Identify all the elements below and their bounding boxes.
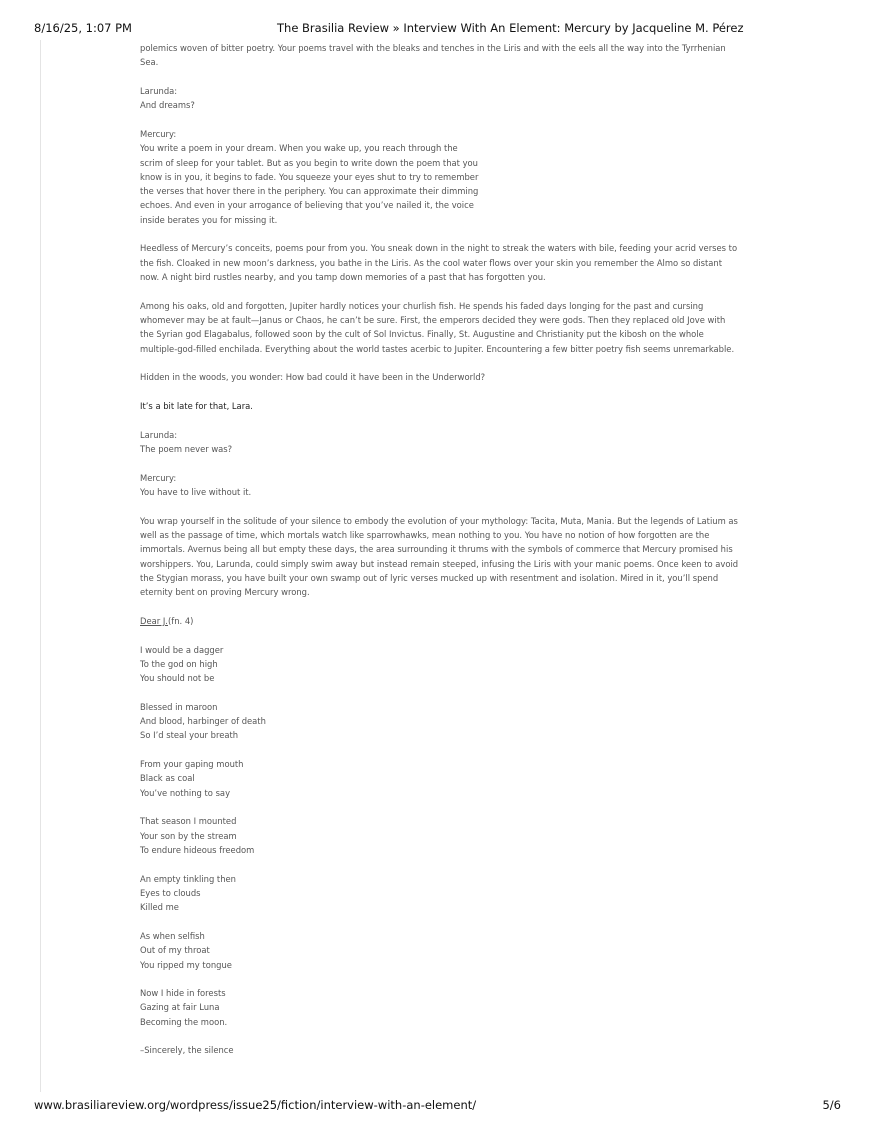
question-dreams	[140, 84, 740, 113]
footnote-ref: (fn. 4)	[167, 615, 194, 626]
poem-stanza	[140, 814, 740, 857]
poem-stanza	[140, 757, 740, 800]
dear-j-link[interactable]: Dear J.	[140, 615, 168, 626]
question-text: The poem never was?	[140, 443, 233, 454]
poem-line: That season I mounted	[140, 816, 237, 827]
question-text: And dreams?	[140, 100, 195, 111]
poem-line: Out of my throat	[140, 945, 210, 956]
poem-stanza	[140, 643, 740, 686]
paragraph-jupiter: Among his oaks, old and forgotten, Jupiter hardly notices your churlish fish. He spends his faded days longing for the past and cursing whomever may be at fault—Janus or Chaos, he can’t be sure. First, the emperors decided they were gods. Then they replaced old Jove with the Syrian god Elagabalus, followed soon by the cult of Sol Invictus. Finally, St. Augustine and Christianity put the kibosh on the whole multiple-god-filled enchilada. Everything about the world tastes acerbic to Jupiter. Encountering a few bitter poetry fish seems unremarkable.	[140, 300, 735, 354]
poem-line: Eyes to clouds	[140, 887, 201, 898]
page-title: The Brasilia Review » Interview With An Element: Mercury by Jacqueline M. Pérez	[277, 21, 744, 35]
poem-line: So I’d steal your breath	[140, 730, 239, 741]
answer-poem	[140, 471, 740, 500]
speaker-larunda: Larunda:	[140, 429, 178, 440]
poem-line: To the god on high	[140, 658, 218, 669]
poem-line: You ripped my tongue	[140, 959, 232, 970]
poem-line: You’ve nothing to say	[140, 787, 231, 798]
poem-stanza	[140, 929, 740, 972]
poem-line: And blood, harbinger of death	[140, 716, 266, 727]
paragraph-late: It’s a bit late for that, Lara.	[140, 400, 253, 411]
question-poem	[140, 428, 740, 457]
poem-line: Now I hide in forests	[140, 988, 226, 999]
answer-line: know is in you, it begins to fade. You squeeze your eyes shut to try to remember	[140, 171, 479, 182]
speaker-mercury: Mercury:	[140, 472, 177, 483]
dear-heading	[140, 614, 740, 628]
poem-line: An empty tinkling then	[140, 873, 236, 884]
poem-line: Black as coal	[140, 773, 195, 784]
paragraph-polemics: polemics woven of bitter poetry. Your poems travel with the bleaks and tenches in the Liris and with the eels all the way into the Tyrrhenian Sea.	[140, 43, 726, 68]
answer-line: the verses that hover there in the periphery. You can approximate their dimming	[140, 186, 479, 197]
speaker-mercury: Mercury:	[140, 128, 177, 139]
poem-line: Blessed in maroon	[140, 701, 218, 712]
paragraph-hidden: Hidden in the woods, you wonder: How bad could it have been in the Underworld?	[140, 372, 486, 383]
poem-stanza	[140, 700, 740, 743]
answer-line: echoes. And even in your arrogance of believing that you’ve nailed it, the voice	[140, 200, 474, 211]
signoff: –Sincerely, the silence	[140, 1045, 234, 1056]
poem-line: Killed me	[140, 902, 179, 913]
answer-text: You have to live without it.	[140, 486, 252, 497]
answer-dreams	[140, 127, 505, 227]
poem-line: To endure hideous freedom	[140, 844, 255, 855]
poem-line: You should not be	[140, 673, 215, 684]
poem-stanza	[140, 986, 740, 1029]
speaker-larunda: Larunda:	[140, 85, 178, 96]
poem-line: Your son by the stream	[140, 830, 237, 841]
answer-line: You write a poem in your dream. When you wake up, you reach through the	[140, 143, 458, 154]
left-border-rule	[40, 40, 41, 1092]
print-datetime: 8/16/25, 1:07 PM	[34, 21, 132, 35]
answer-line: scrim of sleep for your tablet. But as you begin to write down the poem that you	[140, 157, 478, 168]
poem-line: As when selfish	[140, 930, 205, 941]
answer-line: inside berates you for missing it.	[140, 214, 278, 225]
paragraph-heedless: Heedless of Mercury’s conceits, poems pour from you. You sneak down in the night to streak the waters with bile, feeding your acrid verses to the fish. Cloaked in new moon’s darkness, you bathe in the Liris. As the cool water flows over your skin you remember the Almo so distant now. A night bird rustles nearby, and you tamp down memories of a past that has forgotten you.	[140, 243, 738, 283]
poem-stanza	[140, 872, 740, 915]
footer-url: www.brasiliareview.org/wordpress/issue25/fiction/interview-with-an-element/	[34, 1098, 477, 1112]
page-number: 5/6	[822, 1098, 841, 1112]
article-body	[140, 41, 740, 1072]
poem-line: Gazing at fair Luna	[140, 1002, 220, 1013]
poem-line: From your gaping mouth	[140, 759, 244, 770]
poem-line: I would be a dagger	[140, 644, 224, 655]
paragraph-solitude: You wrap yourself in the solitude of your silence to embody the evolution of your mythology: Tacita, Muta, Mania. But the legends of Latium as well as the passage of time, which mortals watch like sparrowhawks, mean nothing to you. You have no notion of how forgotten are the immortals. Avernus being all but empty these days, the area surrounding it thrums with the symbols of commerce that Mercury promised his worshippers. You, Larunda, could simply swim away but instead remain steeped, infusing the Liris with your manic poems. Once keen to avoid the Stygian morass, you have built your own swamp out of lyric verses mucked up with resentment and isolation. Mired in it, you’ll spend eternity bent on proving Mercury wrong.	[140, 515, 739, 598]
poem-line: Becoming the moon.	[140, 1016, 228, 1027]
